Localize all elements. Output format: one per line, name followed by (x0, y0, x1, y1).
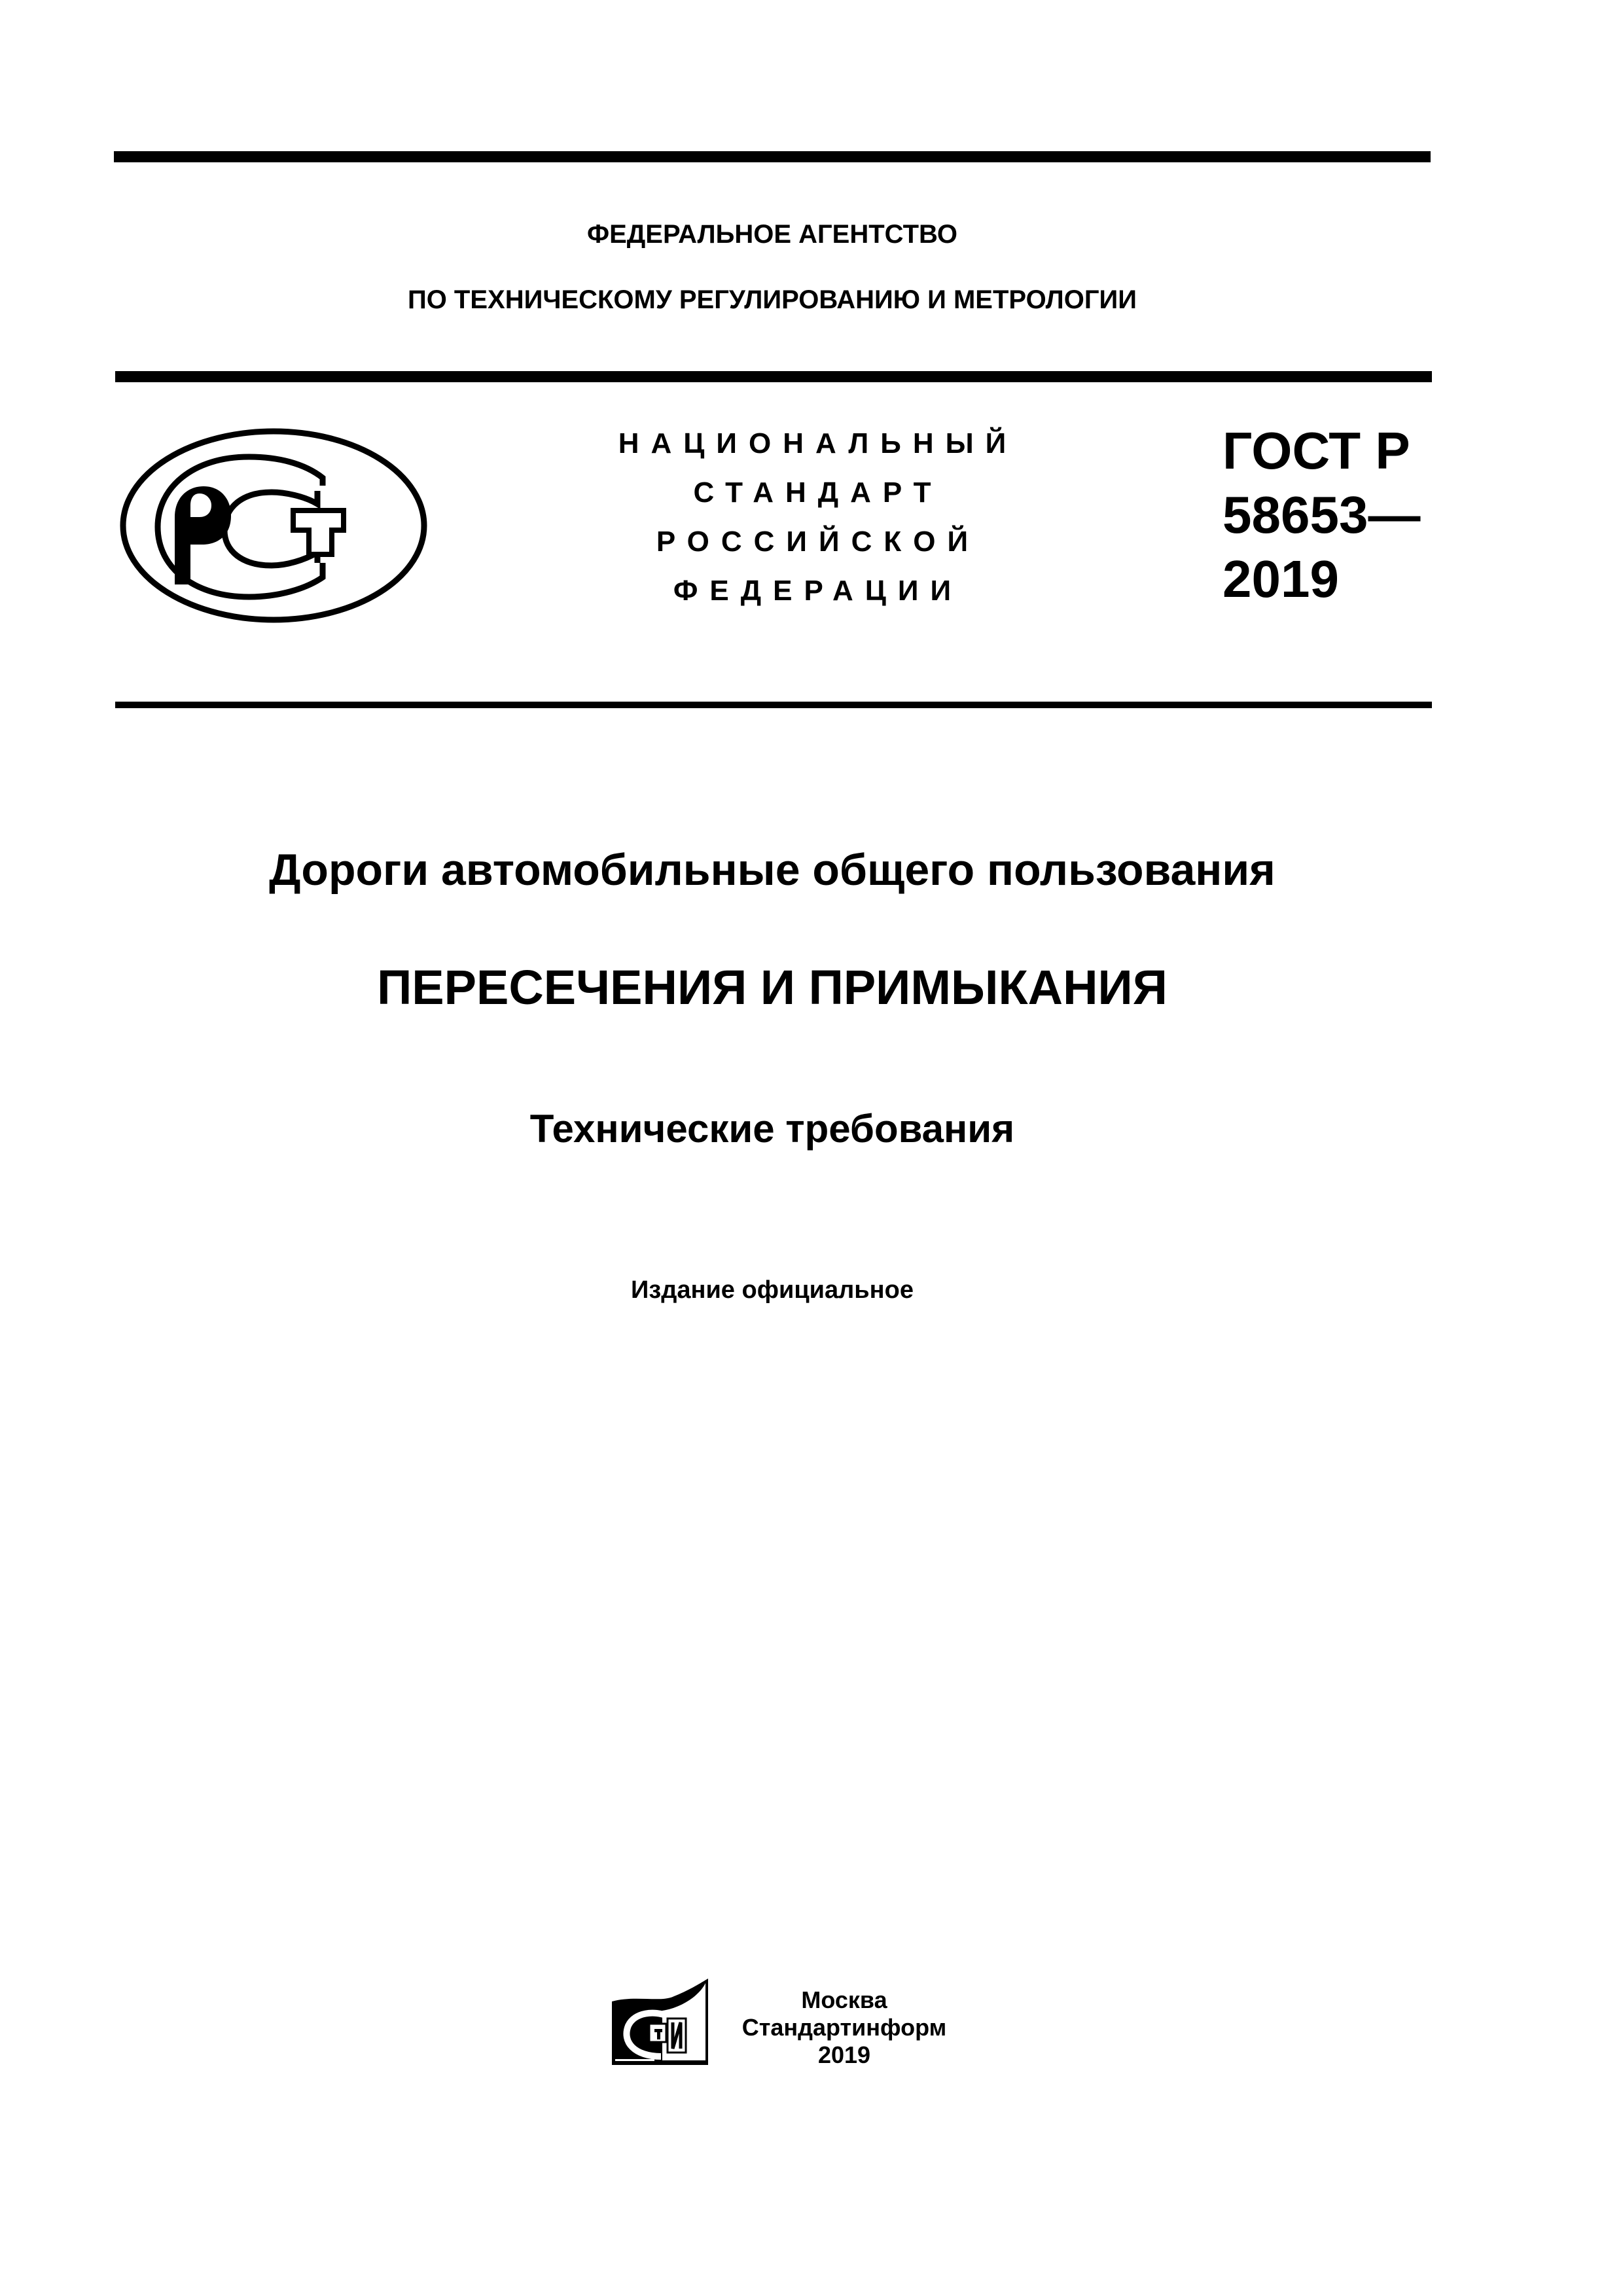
top-rule (114, 151, 1431, 162)
agency-bottom-rule (115, 371, 1432, 382)
document-title-line1: Дороги автомобильные общего пользования (269, 845, 1275, 895)
standard-type-line: РОССИЙСКОЙ (656, 526, 980, 558)
standard-type-line: НАЦИОНАЛЬНЫЙ (618, 427, 1018, 459)
publisher-city: Москва (801, 1986, 887, 2013)
gost-r-mark-icon (115, 425, 429, 628)
publisher-year: 2019 (817, 2041, 871, 2068)
publisher-block (720, 1986, 969, 2069)
designation-number: 58653— (1222, 486, 1421, 544)
designation-year: 2019 (1222, 550, 1339, 608)
publisher-name: Стандартинформ (741, 2014, 947, 2041)
standard-type-block (589, 419, 1047, 615)
header-bottom-rule (115, 702, 1432, 708)
standartinform-logo-icon (609, 1977, 713, 2072)
standard-type-line: СТАНДАРТ (693, 476, 943, 509)
agency-name-line2: ПО ТЕХНИЧЕСКОМУ РЕГУЛИРОВАНИЮ И МЕТРОЛОГИИ (407, 285, 1137, 314)
agency-name-line1: ФЕДЕРАЛЬНОЕ АГЕНТСТВО (586, 220, 958, 249)
edition-label: Издание официальное (631, 1276, 914, 1304)
document-subtitle: Технические требования (529, 1107, 1015, 1151)
standard-type-line: ФЕДЕРАЦИИ (673, 575, 963, 607)
designation-prefix: ГОСТ Р (1222, 422, 1410, 480)
standard-designation (1222, 419, 1420, 611)
document-title-line2: ПЕРЕСЕЧЕНИЯ И ПРИМЫКАНИЯ (377, 960, 1168, 1014)
